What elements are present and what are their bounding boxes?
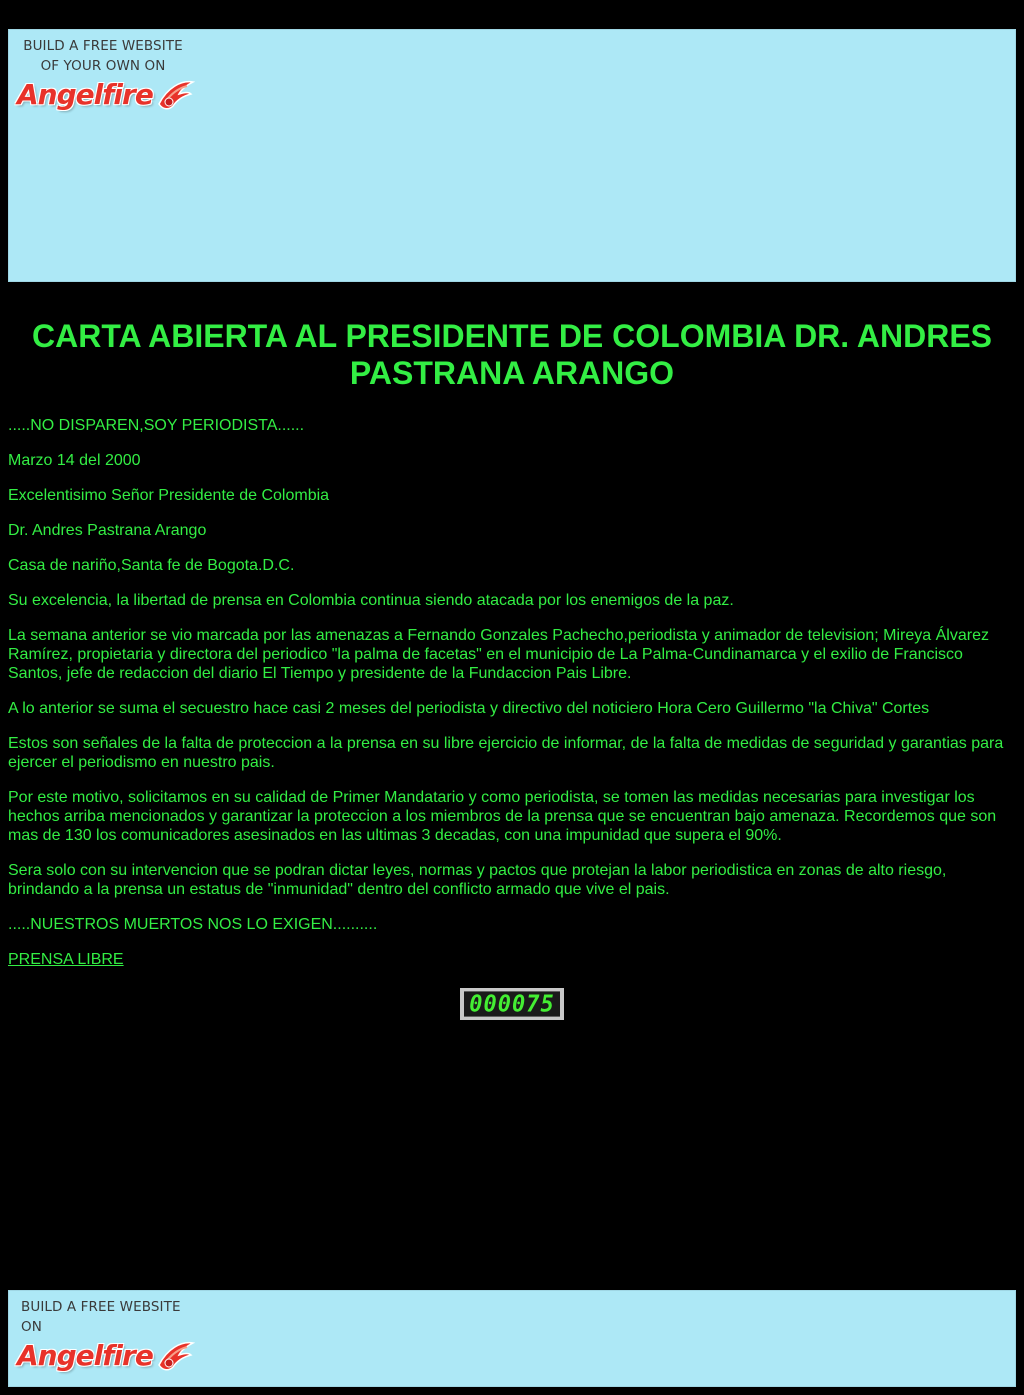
- link-paragraph: [8, 950, 1008, 969]
- letter-body: [8, 416, 1008, 985]
- angelfire-flame-icon: [155, 78, 195, 112]
- letter-paragraph: A lo anterior se suma el secuestro hace casi 2 meses del periodista y directivo del noticiero Hora Cero Guillermo "la Chiva" Cortes: [8, 700, 930, 717]
- page-title: CARTA ABIERTA AL PRESIDENTE DE COLOMBIA DR. ANDRES PASTRANA ARANGO: [31, 318, 992, 391]
- letter-paragraph: Sera solo con su intervencion que se podran dictar leyes, normas y pactos que protejan la labor periodistica en zonas de alto riesgo, brindando a la prensa un estatus de "inmunidad" dentro del conflicto armado que vive el pais.: [8, 862, 947, 898]
- angelfire-flame-icon: [155, 1339, 195, 1373]
- hit-counter-value: 000075: [464, 991, 560, 1016]
- letter-recipient-address: Casa de nariño,Santa fe de Bogota.D.C.: [8, 557, 295, 574]
- hit-counter: [460, 988, 564, 1020]
- letter-closing: .....NUESTROS MUERTOS NOS LO EXIGEN..........: [8, 916, 378, 933]
- angelfire-logo: [17, 1339, 193, 1375]
- letter-date: Marzo 14 del 2000: [8, 452, 141, 469]
- angelfire-promo-link[interactable]: [17, 36, 189, 114]
- letter-paragraph: Su excelencia, la libertad de prensa en Colombia continua siendo atacada por los enemigos de la paz.: [8, 592, 734, 609]
- ad-tagline-line1: BUILD A FREE WEBSITE: [23, 38, 183, 54]
- letter-paragraph-opening: .....NO DISPAREN,SOY PERIODISTA......: [8, 417, 305, 434]
- letter-paragraph: La semana anterior se vio marcada por las amenazas a Fernando Gonzales Pachecho,periodista y animador de television; Mireya Álvarez Ramírez, propietaria y directora del periodico "la palma de facetas" en el municipio de La Palma-Cundinamarca y el exilio de Francisco Santos, jefe de redaccion del diario El Tiempo y presidente de la Fundaccion Pais Libre.: [8, 627, 989, 682]
- angelfire-logo-text: Angelfire: [17, 78, 153, 111]
- letter-paragraph: Estos son señales de la falta de proteccion a la prensa en su libre ejercicio de informar, de la falta de medidas de seguridad y garantias para ejercer el periodismo en nuestro pais.: [8, 735, 1004, 771]
- angelfire-logo: [17, 78, 189, 114]
- bottom-ad-banner[interactable]: [8, 1290, 1016, 1387]
- letter-paragraph: Por este motivo, solicitamos en su calidad de Primer Mandatario y como periodista, se tomen las medidas necesarias para investigar los hechos arriba mencionados y garantizar la proteccion a los miembros de la prensa que se encuentran bajo amenaza. Recordemos que son mas de 130 los comunicadores asesinados en las ultimas 3 decadas, con una impunidad que supera el 90%.: [8, 789, 997, 844]
- prensa-libre-link[interactable]: PRENSA LIBRE: [8, 951, 124, 968]
- ad-tagline: BUILD A FREE WEBSITE ON: [21, 1299, 181, 1335]
- letter-recipient-name: Dr. Andres Pastrana Arango: [8, 522, 207, 539]
- letter-salutation: Excelentisimo Señor Presidente de Colombia: [8, 487, 330, 504]
- angelfire-promo-link-bottom[interactable]: [17, 1297, 193, 1375]
- top-ad-banner[interactable]: [8, 29, 1016, 282]
- ad-tagline-line2: OF YOUR OWN ON: [40, 58, 166, 74]
- angelfire-logo-text: Angelfire: [17, 1339, 153, 1372]
